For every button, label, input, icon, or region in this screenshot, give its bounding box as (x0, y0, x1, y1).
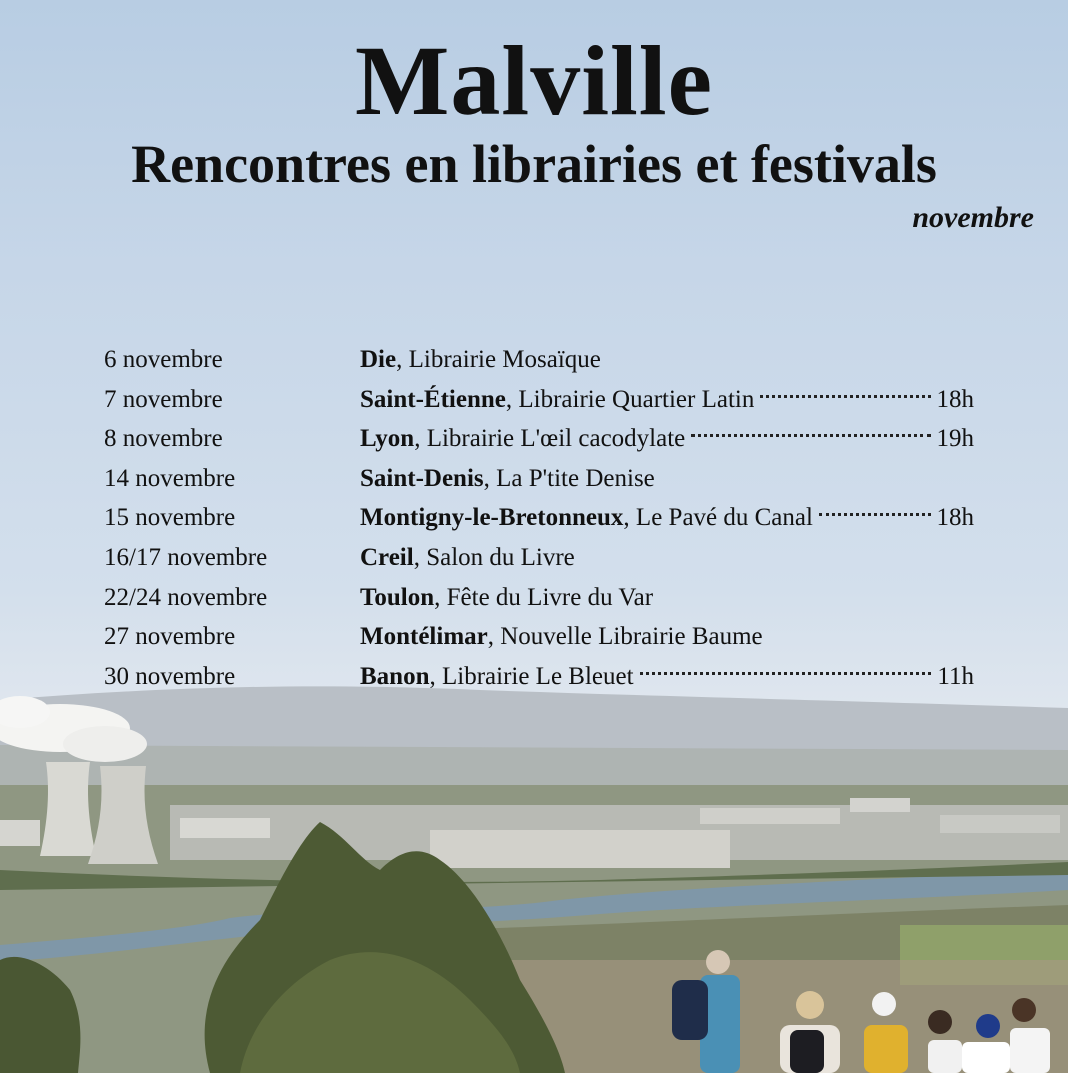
event-place (360, 617, 974, 657)
event-place (360, 419, 974, 459)
event-date: 27 novembre (104, 623, 236, 651)
dot-leader (760, 395, 930, 398)
event-city: Lyon (360, 425, 415, 453)
dot-leader (640, 672, 932, 675)
dot-leader (691, 434, 930, 437)
event-date: 16/17 novembre (104, 543, 268, 571)
list-item (104, 459, 974, 499)
event-venue: , Salon du Livre (413, 543, 575, 571)
event-place (360, 657, 974, 697)
list-item (104, 419, 974, 459)
list-item (104, 617, 974, 657)
event-date: 15 novembre (104, 504, 236, 532)
event-place (360, 340, 974, 380)
event-venue: , Librairie Le Bleuet (429, 662, 634, 690)
event-venue: , Librairie Quartier Latin (505, 385, 755, 413)
list-item (104, 578, 974, 618)
event-time: 11h (937, 662, 974, 690)
event-time: 19h (936, 425, 974, 453)
event-date: 14 novembre (104, 464, 236, 492)
event-venue: , Librairie Mosaïque (396, 346, 601, 373)
event-city: Montélimar (360, 623, 488, 651)
poster-subtitle: Rencontres en librairies et festivals (131, 134, 937, 194)
event-place (360, 459, 974, 499)
event-time: 18h (936, 385, 974, 413)
event-place (360, 498, 974, 538)
event-city: Toulon (360, 583, 435, 611)
list-item (104, 340, 974, 380)
event-venue: , Fête du Livre du Var (434, 583, 654, 611)
dot-leader (819, 513, 931, 516)
event-venue: , Librairie L'œil cacodylate (414, 425, 686, 453)
event-date: 8 novembre (104, 425, 223, 453)
event-venue: , Nouvelle Librairie Baume (487, 623, 763, 651)
event-date: 22/24 novembre (104, 583, 268, 611)
event-venue: , Le Pavé du Canal (623, 504, 813, 532)
month-label: novembre (912, 201, 1034, 234)
event-place (360, 578, 974, 618)
list-item (104, 657, 974, 697)
event-date: 6 novembre (104, 346, 223, 373)
event-venue: , La P'tite Denise (483, 464, 655, 492)
event-city: Creil (360, 543, 414, 571)
event-date: 7 novembre (104, 385, 223, 413)
poster-title: Malville (355, 25, 713, 136)
list-item (104, 498, 974, 538)
event-city: Banon (360, 662, 430, 690)
event-city: Saint-Denis (360, 464, 484, 492)
event-place (360, 380, 974, 420)
list-item (104, 538, 974, 578)
event-time: 18h (936, 504, 974, 532)
event-place (360, 538, 974, 578)
cooling-tower-left (40, 762, 96, 856)
event-city: Die (360, 346, 397, 373)
event-city: Saint-Étienne (360, 385, 506, 413)
event-list (104, 340, 974, 696)
event-city: Montigny-le-Bretonneux (360, 504, 624, 532)
list-item (104, 380, 974, 420)
event-date: 30 novembre (104, 662, 236, 690)
